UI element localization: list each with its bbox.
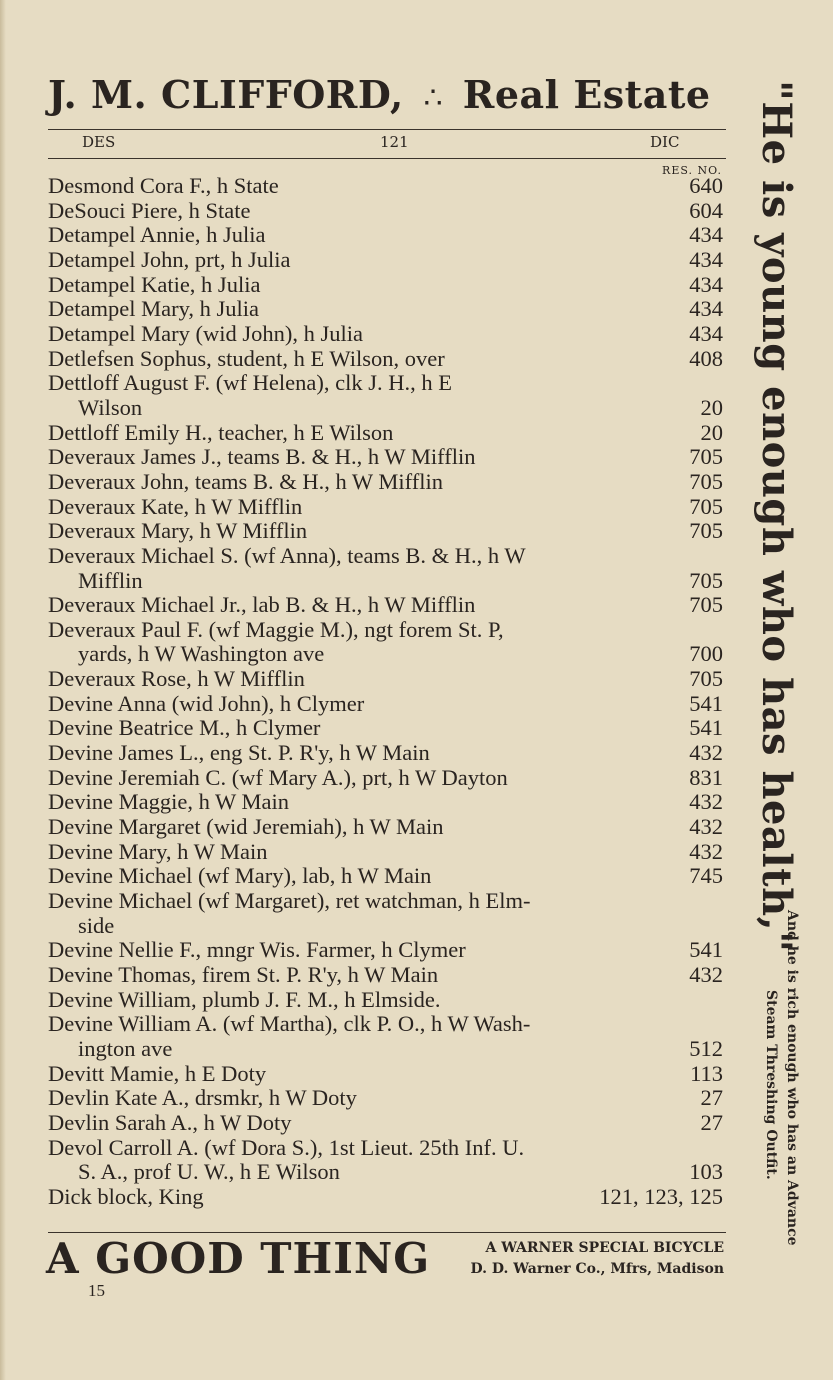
residence-number: 432 (689, 838, 723, 864)
entry-continuation: S. A., prof U. W., h E Wilson (78, 1159, 340, 1185)
directory-entry (48, 519, 723, 544)
header-name: J. M. CLIFFORD, (48, 72, 404, 117)
entry-text: Devine Thomas, firem St. P. R'y, h W Main (48, 962, 439, 987)
directory-entry (48, 618, 723, 667)
entry-text: Devlin Kate A., drsmkr, h W Doty (48, 1085, 357, 1111)
directory-entry (48, 1062, 723, 1087)
residence-number: 434 (689, 271, 723, 297)
directory-entry (48, 421, 723, 446)
footer-advert (418, 1238, 724, 1280)
directory-entry (48, 840, 723, 865)
directory-entry (48, 470, 723, 495)
entry-text: Deveraux Paul F. (wf Maggie M.), ngt forem St. P, (48, 616, 504, 642)
entry-text: Detampel Annie, h Julia (48, 222, 266, 248)
directory-entry (48, 1111, 723, 1136)
entry-text: Devlin Sarah A., h W Doty (48, 1109, 292, 1135)
directory-entry (48, 963, 723, 988)
residence-number: 705 (689, 666, 723, 692)
entry-continuation: ington ave (78, 1035, 173, 1061)
entry-continuation: Wilson (78, 394, 143, 420)
directory-entry (48, 938, 723, 963)
entry-text: Devine Michael (wf Margaret), ret watchman, h Elm- (48, 888, 531, 914)
entry-text: Devine William, plumb J. F. M., h Elmside. (48, 986, 441, 1012)
entry-continuation: yards, h W Washington ave (78, 641, 325, 667)
residence-number: 541 (689, 690, 723, 716)
entry-text: Deveraux Rose, h W Mifflin (48, 666, 305, 692)
residence-number: 705 (689, 493, 723, 519)
residence-number: 27 (700, 1085, 723, 1111)
res-no-label: RES. NO. (662, 164, 722, 177)
entry-text: Devine James L., eng St. P. R'y, h W Main (48, 740, 430, 766)
entry-text: Detampel Katie, h Julia (48, 271, 261, 297)
side-slogan: "He is young enough who has health," (753, 80, 800, 953)
running-head (48, 133, 728, 155)
residence-number: 541 (689, 937, 723, 963)
residence-number: 700 (689, 641, 723, 667)
entry-text: Deveraux Michael Jr., lab B. & H., h W Mifflin (48, 592, 476, 618)
directory-entry (48, 1136, 723, 1185)
residence-number: 745 (689, 863, 723, 889)
residence-number: 434 (689, 320, 723, 346)
directory-entry (48, 248, 723, 273)
directory-entry (48, 815, 723, 840)
residence-number: 705 (689, 567, 723, 593)
header-separator: ∴ (423, 81, 444, 116)
residence-number: 705 (689, 468, 723, 494)
residence-number: 434 (689, 246, 723, 272)
residence-number: 604 (689, 197, 723, 223)
residence-number: 20 (700, 394, 723, 420)
residence-number: 432 (689, 740, 723, 766)
residence-number: 113 (690, 1060, 723, 1086)
directory-entry (48, 889, 723, 938)
footer-good-thing: A GOOD THING (46, 1234, 431, 1283)
entry-text: Detampel Mary (wid John), h Julia (48, 320, 363, 346)
directory-entry (48, 174, 723, 199)
directory-entry (48, 692, 723, 717)
side-line-2: Steam Threshing Outfit. (763, 990, 779, 1180)
entry-text: Devol Carroll A. (wf Dora S.), 1st Lieut. 25th Inf. U. (48, 1134, 525, 1160)
header-rule-top (48, 129, 726, 130)
directory-entry (48, 273, 723, 298)
side-line-1: And he is rich enough who has an Advance (784, 910, 800, 1246)
footer-ad-line-2: D. D. Warner Co., Mfrs, Madison (470, 1261, 724, 1277)
residence-number: 831 (689, 764, 723, 790)
residence-number: 432 (689, 789, 723, 815)
entry-text: Deveraux Mary, h W Mifflin (48, 518, 308, 544)
directory-entry (48, 667, 723, 692)
residence-number: 640 (689, 173, 723, 198)
entry-text: Devine William A. (wf Martha), clk P. O., h W Wash- (48, 1011, 531, 1037)
directory-entry (48, 864, 723, 889)
guide-right: DIC (650, 133, 680, 151)
entry-text: Devine Nellie F., mngr Wis. Farmer, h Clymer (48, 937, 466, 963)
residence-number: 103 (689, 1159, 723, 1185)
footer-rule (48, 1232, 726, 1233)
entry-continuation: side (78, 912, 115, 938)
entry-text: Devine Mary, h W Main (48, 838, 268, 864)
page-edge (0, 0, 6, 1380)
page-center-number: 121 (380, 133, 409, 151)
entry-text: Devine Maggie, h W Main (48, 789, 289, 815)
directory-listing (48, 174, 723, 1210)
residence-number: 432 (689, 962, 723, 987)
entry-text: Devitt Mamie, h E Doty (48, 1060, 267, 1086)
directory-entry (48, 741, 723, 766)
header-rule-bottom (48, 158, 726, 159)
entry-continuation: Mifflin (78, 567, 143, 593)
directory-entry (48, 445, 723, 470)
directory-entry (48, 544, 723, 593)
entry-text: Deveraux Kate, h W Mifflin (48, 493, 303, 519)
entry-text: Detampel John, prt, h Julia (48, 246, 291, 272)
entry-text: Desmond Cora F., h State (48, 173, 279, 198)
entry-text: Dettloff August F. (wf Helena), clk J. H., h E (48, 370, 452, 396)
entry-text: Devine Michael (wf Mary), lab, h W Main (48, 863, 432, 889)
entry-text: Devine Jeremiah C. (wf Mary A.), prt, h W Dayton (48, 764, 508, 790)
residence-number: 434 (689, 296, 723, 322)
residence-number: 408 (689, 345, 723, 371)
footer-ad-line-1: A WARNER SPECIAL BICYCLE (485, 1240, 724, 1256)
residence-number: 705 (689, 518, 723, 544)
residence-number: 434 (689, 222, 723, 248)
entry-text: Deveraux John, teams B. & H., h W Mifflin (48, 468, 443, 494)
entry-text: Devine Margaret (wid Jeremiah), h W Main (48, 814, 444, 840)
entry-text: Deveraux Michael S. (wf Anna), teams B. & H., h W (48, 542, 526, 568)
entry-text: Devine Beatrice M., h Clymer (48, 715, 321, 741)
residence-number: 20 (700, 419, 723, 445)
page-header-advert (48, 72, 728, 117)
guide-left: DES (82, 133, 116, 151)
entry-text: DeSouci Piere, h State (48, 197, 251, 223)
directory-entry (48, 1012, 723, 1061)
residence-number: 432 (689, 814, 723, 840)
residence-number: 705 (689, 444, 723, 470)
directory-entry (48, 371, 723, 420)
directory-entry (48, 322, 723, 347)
entry-text: Deveraux James J., teams B. & H., h W Mifflin (48, 444, 476, 470)
directory-entry (48, 199, 723, 224)
entry-text: Dettloff Emily H., teacher, h E Wilson (48, 419, 394, 445)
entry-text: Dick block, King (48, 1183, 204, 1209)
entry-text: Devine Anna (wid John), h Clymer (48, 690, 365, 716)
directory-entry (48, 790, 723, 815)
directory-entry (48, 223, 723, 248)
header-business: Real Estate (462, 72, 711, 117)
page-number: 15 (88, 1281, 105, 1300)
entry-text: Detlefsen Sophus, student, h E Wilson, over (48, 345, 445, 371)
directory-entry (48, 347, 723, 372)
residence-number: 705 (689, 592, 723, 618)
directory-entry (48, 495, 723, 520)
directory-entry (48, 1086, 723, 1111)
directory-entry (48, 1185, 723, 1210)
directory-entry (48, 988, 723, 1013)
directory-entry (48, 716, 723, 741)
directory-entry (48, 297, 723, 322)
residence-number: 27 (700, 1109, 723, 1135)
residence-number: 541 (689, 715, 723, 741)
directory-entry (48, 766, 723, 791)
entry-text: Detampel Mary, h Julia (48, 296, 259, 322)
residence-number: 121, 123, 125 (599, 1183, 723, 1209)
residence-number: 512 (689, 1035, 723, 1061)
directory-entry (48, 593, 723, 618)
